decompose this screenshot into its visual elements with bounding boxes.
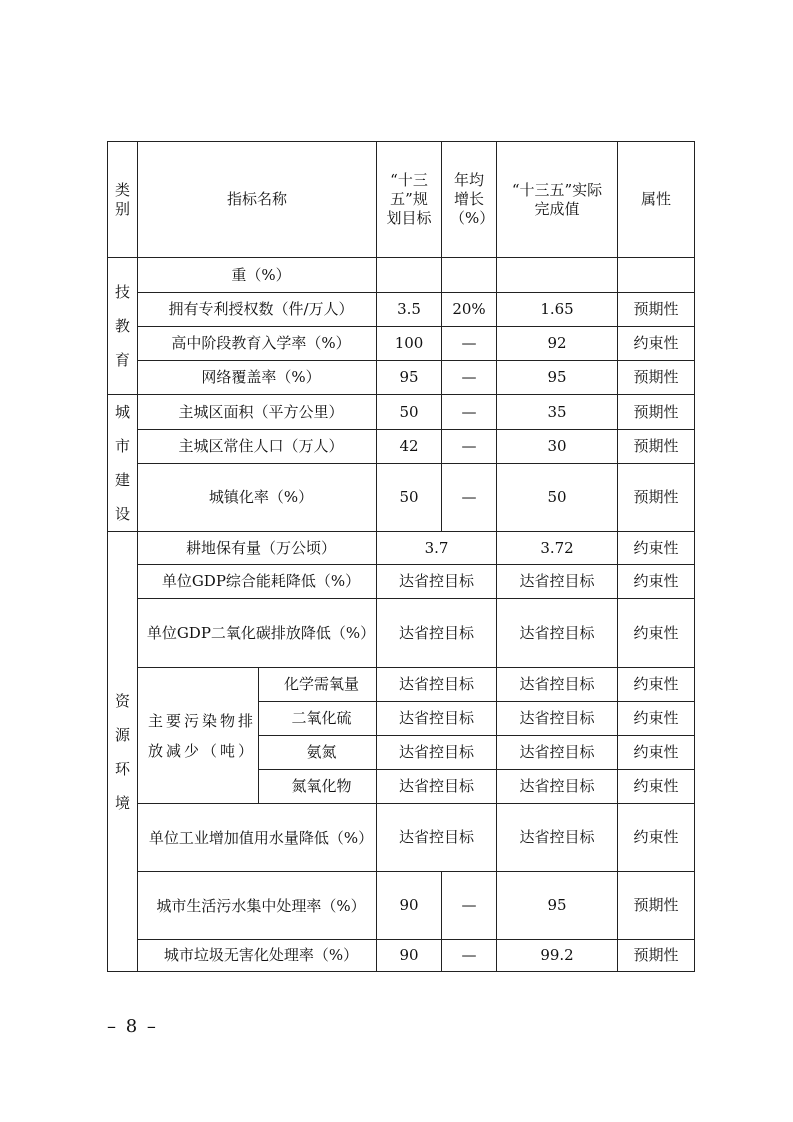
page-number: – 8 – [107,1016,158,1037]
table-row [108,293,695,327]
plan-target [377,258,442,293]
attribute: 约束性 [618,668,695,702]
plan-target: 90 [377,872,442,940]
actual-value: 1.65 [497,293,618,327]
actual-value [497,258,618,293]
attribute: 约束性 [618,770,695,804]
header-plan-target: “十三五”规划目标 [377,142,442,258]
table-row [108,804,695,872]
indicator-name: 城市生活污水集中处理率（%） [138,872,377,940]
annual-growth: — [442,395,497,430]
annual-growth: 20% [442,293,497,327]
indicator-name: 主城区常住人口（万人） [138,430,377,464]
table-row [108,532,695,565]
actual-value: 92 [497,327,618,361]
pollutant-name: 二氧化硫 [259,702,377,736]
indicator-name: 单位工业增加值用水量降低（%） [138,804,377,872]
table-row [108,940,695,972]
attribute: 预期性 [618,293,695,327]
annual-growth: — [442,327,497,361]
attribute: 约束性 [618,565,695,599]
actual-value: 达省控目标 [497,599,618,668]
attribute: 约束性 [618,702,695,736]
actual-value: 达省控目标 [497,804,618,872]
indicator-name: 拥有专利授权数（件/万人） [138,293,377,327]
table-row [108,327,695,361]
indicator-name: 单位GDP二氧化碳排放降低（%） [138,599,377,668]
table-row [108,668,695,702]
table-row [108,395,695,430]
table-row [108,361,695,395]
annual-growth [442,258,497,293]
category-tech-edu: 技 教 育 [108,258,138,395]
attribute: 预期性 [618,395,695,430]
actual-value: 35 [497,395,618,430]
plan-target: 达省控目标 [377,736,497,770]
category-urban: 城 市 建 设 [108,395,138,532]
actual-value: 3.72 [497,532,618,565]
plan-target: 3.5 [377,293,442,327]
plan-target: 达省控目标 [377,668,497,702]
actual-value: 达省控目标 [497,702,618,736]
header-row [108,142,695,258]
plan-target: 达省控目标 [377,770,497,804]
plan-target: 达省控目标 [377,565,497,599]
table-row [108,430,695,464]
header-actual-value: “十三五”实际完成值 [497,142,618,258]
indicator-name: 高中阶段教育入学率（%） [138,327,377,361]
attribute: 约束性 [618,532,695,565]
actual-value: 达省控目标 [497,736,618,770]
table-row [108,872,695,940]
attribute: 约束性 [618,327,695,361]
annual-growth: — [442,940,497,972]
category-resources: 资 源 环 境 [108,532,138,972]
plan-target: 达省控目标 [377,702,497,736]
actual-value: 95 [497,361,618,395]
attribute: 预期性 [618,361,695,395]
plan-target: 50 [377,395,442,430]
attribute: 预期性 [618,430,695,464]
attribute: 约束性 [618,736,695,770]
pollutant-name: 氮氧化物 [259,770,377,804]
attribute [618,258,695,293]
annual-growth: — [442,430,497,464]
pollutant-name: 化学需氧量 [259,668,377,702]
plan-target: 达省控目标 [377,804,497,872]
plan-target: 50 [377,464,442,532]
actual-value: 达省控目标 [497,565,618,599]
indicator-name: 城市垃圾无害化处理率（%） [138,940,377,972]
indicator-name: 耕地保有量（万公顷） [138,532,377,565]
actual-value: 99.2 [497,940,618,972]
plan-target: 100 [377,327,442,361]
indicator-name: 网络覆盖率（%） [138,361,377,395]
table-row [108,464,695,532]
header-category: 类别 [108,142,138,258]
table-row [108,599,695,668]
plan-target: 95 [377,361,442,395]
attribute: 预期性 [618,872,695,940]
actual-value: 达省控目标 [497,770,618,804]
actual-value: 30 [497,430,618,464]
attribute: 预期性 [618,940,695,972]
plan-target: 42 [377,430,442,464]
annual-growth: — [442,872,497,940]
annual-growth: — [442,361,497,395]
actual-value: 达省控目标 [497,668,618,702]
indicator-name: 城镇化率（%） [138,464,377,532]
table-row [108,565,695,599]
annual-growth: — [442,464,497,532]
pollutant-name: 氨氮 [259,736,377,770]
header-attribute: 属性 [618,142,695,258]
attribute: 约束性 [618,804,695,872]
indicator-name: 单位GDP综合能耗降低（%） [138,565,377,599]
indicator-name: 主城区面积（平方公里） [138,395,377,430]
pollutant-group-label: 主要污染物排放减少（吨） [138,668,259,804]
plan-target: 3.7 [377,532,497,565]
header-indicator-name: 指标名称 [138,142,377,258]
plan-target: 达省控目标 [377,599,497,668]
table-row [108,258,695,293]
plan-target: 90 [377,940,442,972]
indicator-name: 重（%） [138,258,377,293]
attribute: 约束性 [618,599,695,668]
actual-value: 95 [497,872,618,940]
attribute: 预期性 [618,464,695,532]
actual-value: 50 [497,464,618,532]
header-annual-growth: 年均增长（%） [442,142,497,258]
indicator-table [107,141,695,972]
